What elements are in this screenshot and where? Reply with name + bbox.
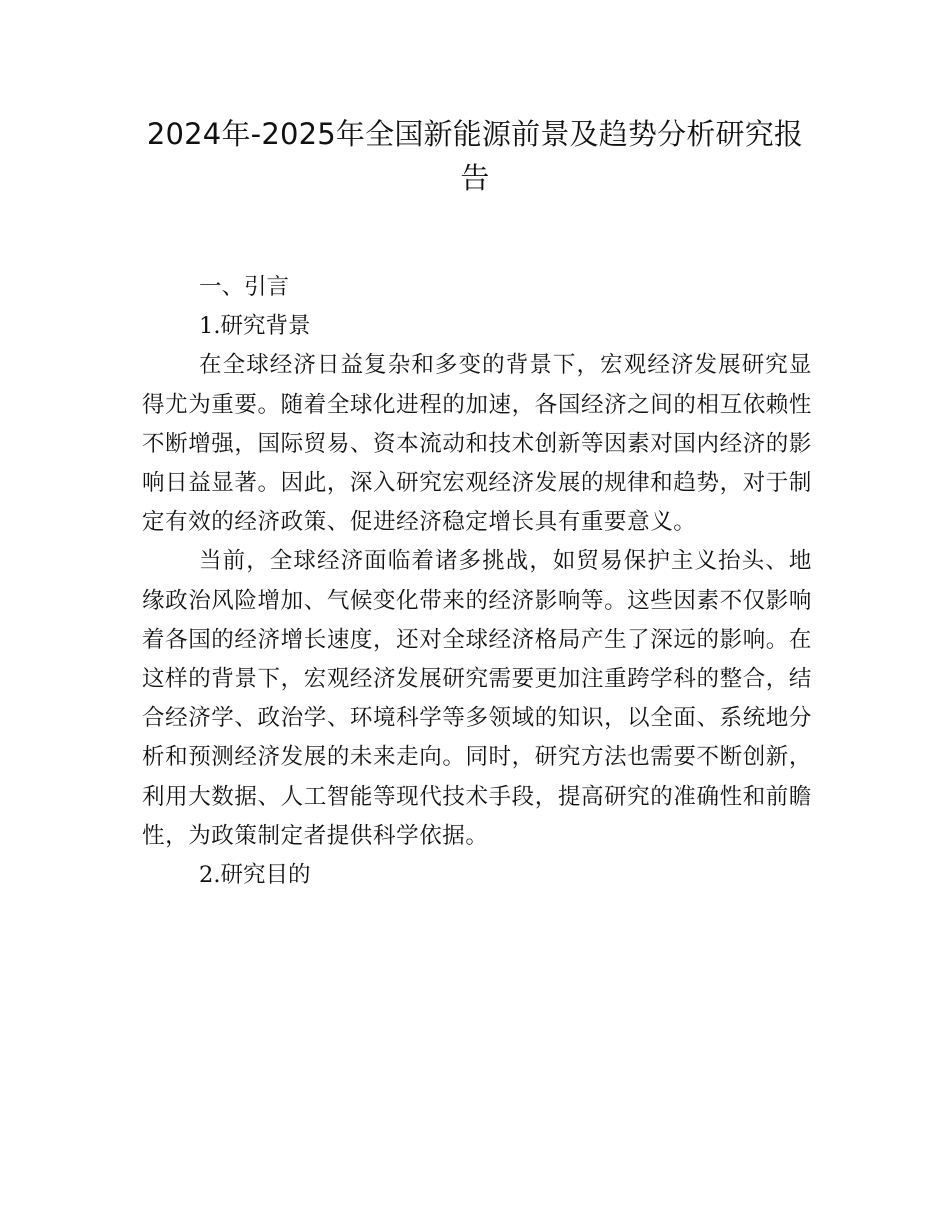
subheading-research-background: 1.研究背景 bbox=[199, 313, 311, 340]
document-body bbox=[142, 268, 812, 895]
section-heading: 一、引言 bbox=[199, 274, 290, 300]
subheading-research-purpose: 2.研究目的 bbox=[199, 862, 311, 889]
document-title: 2024年-2025年全国新能源前景及趋势分析研究报告 bbox=[146, 117, 804, 195]
paragraph: 当前，全球经济面临着诸多挑战，如贸易保护主义抬头、地缘政治风险增加、气候变化带来的经济影响等。这些因素不仅影响着各国的经济增长速度，还对全球经济格局产生了深远的影响。在这样的背景下，宏观经济发展研究需要更加注重跨学科的整合，结合经济学、政治学、环境科学等多领域的知识，以全面、系统地分析和预测经济发展的未来走向。同时，研究方法也需要不断创新，利用大数据、人工智能等现代技术手段，提高研究的准确性和前瞻性，为政策制定者提供科学依据。 bbox=[142, 548, 812, 849]
paragraph: 在全球经济日益复杂和多变的背景下，宏观经济发展研究显得尤为重要。随着全球化进程的加速，各国经济之间的相互依赖性不断增强，国际贸易、资本流动和技术创新等因素对国内经济的影响日益显著。因此，深入研究宏观经济发展的规律和趋势，对于制定有效的经济政策、促进经济稳定增长具有重要意义。 bbox=[142, 352, 812, 536]
